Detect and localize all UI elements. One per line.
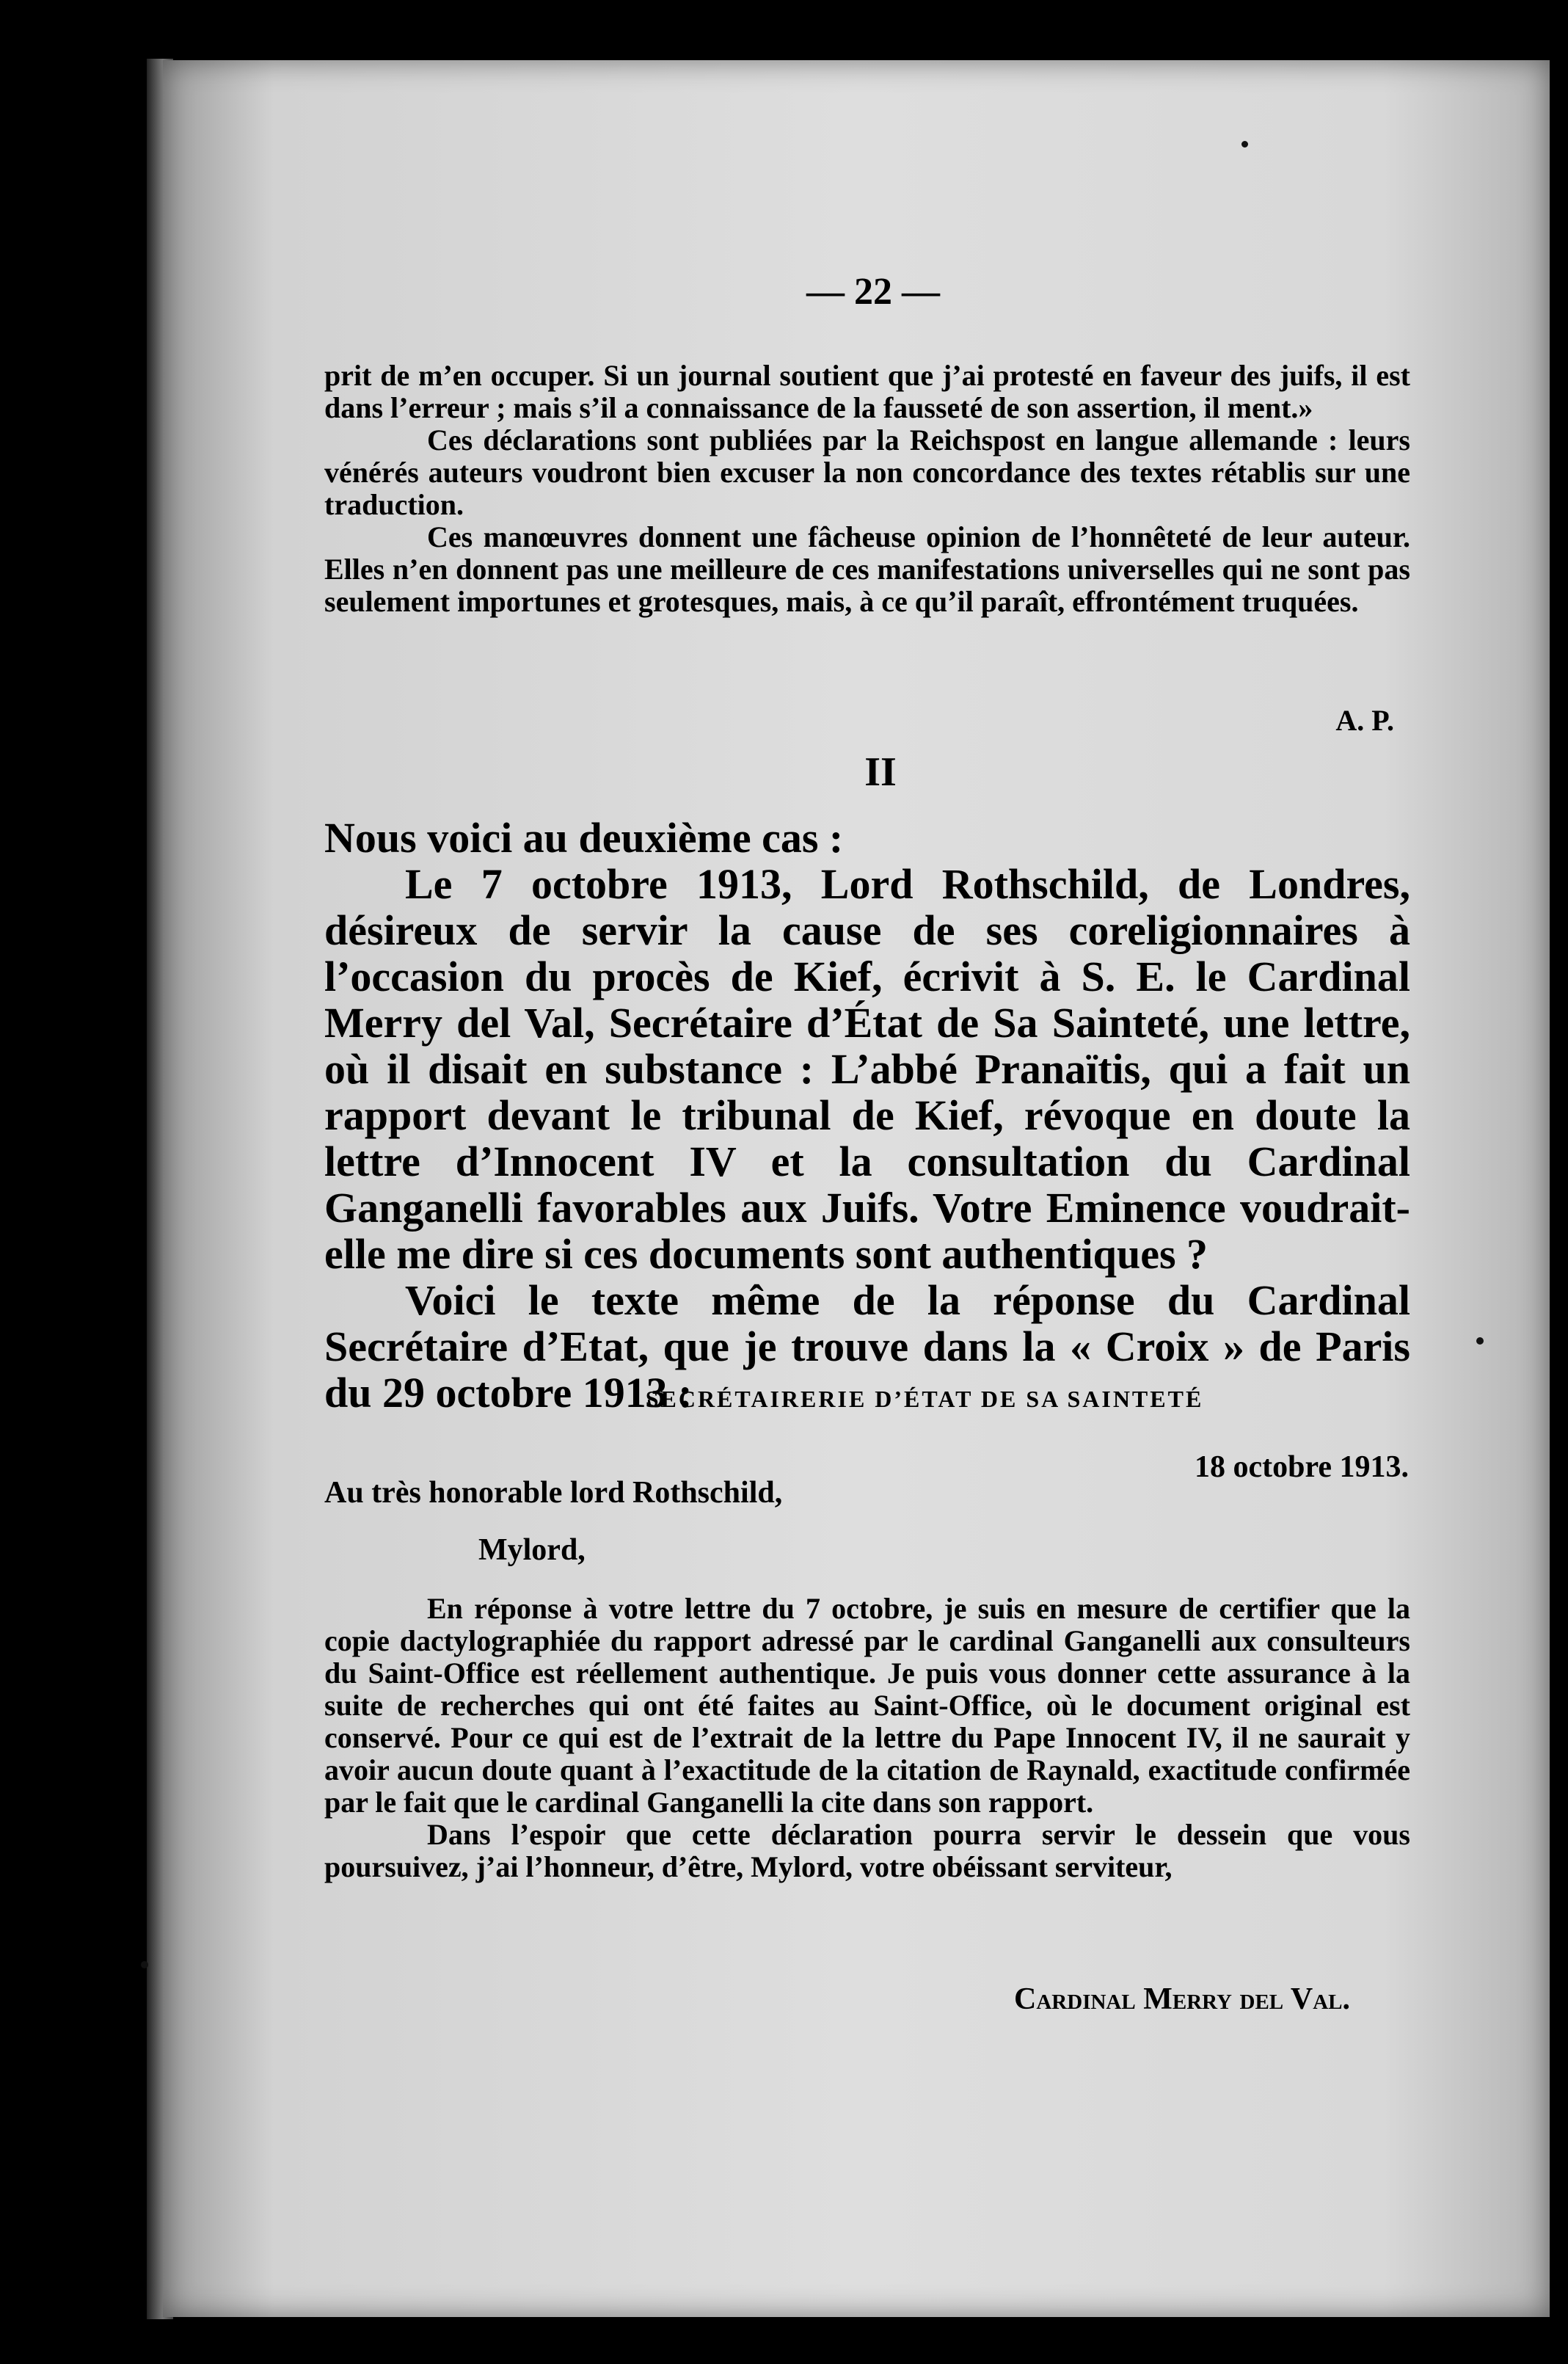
paragraph-rothschild-letter: Le 7 octobre 1913, Lord Rothschild, de Londres, désireux de servir la cause de ses coreligionnaires à l’occasion du procès de Kief, écrivit à S. E. le Cardinal Merry del Val, Secrétaire d’État de Sa Sainteté, une lettre, où il disait en substance : L’abbé Pranaïtis, qui a fait un rapport devant le tribunal de Kief, révoque en doute la lettre d’Innocent IV et la consultation du Cardinal Ganganelli favorables aux Juifs. Votre Eminence voudrait-elle me dire si ces documents sont authentiques ? [324, 860, 1410, 1278]
letter-paragraph-closing: Dans l’espoir que cette déclaration pourra servir le dessein que vous poursuivez, j’ai l’honneur, d’être, Mylord, votre obéissant serviteur, [324, 1818, 1410, 1883]
author-initials: A. P. [1335, 704, 1394, 737]
paragraph-declarations: Ces déclarations sont publiées par la Reichspost en langue allemande : leurs vénérés auteurs voudront bien excuser la non concordance des textes rétablis sur une traduction. [324, 423, 1410, 521]
top-text-block [324, 360, 1410, 618]
letter-salutation: Mylord, [478, 1533, 586, 1567]
letter-signature: Cardinal Merry del Val. [1014, 1982, 1350, 2016]
paragraph-continuation: prit de m’en occuper. Si un journal soutient que j’ai protesté en faveur des juifs, il est dans l’erreur ; mais s’il a connaissance de la fausseté de son assertion, il ment.» [324, 359, 1410, 424]
letter-paragraph-certification: En réponse à votre lettre du 7 octobre, je suis en mesure de certifier que la copie dactylographiée du rapport adressé par le cardinal Ganganelli aux consulteurs du Saint-Office est réellement authentique. Je puis vous donner cette assurance à la suite de recherches qui ont été faites au Saint-Office, où le document original est conservé. Pour ce qui est de l’extrait de la lettre du Pape Innocent IV, il ne saurait y avoir aucun doute quant à l’exactitude de la citation de Raynald, exactitude confirmée par le fait que le cardinal Ganganelli la cite dans son rapport. [324, 1592, 1410, 1819]
section-heading: II [864, 749, 897, 795]
scan-speck [1241, 141, 1248, 148]
paragraph-intro: Nous voici au deuxième cas : [324, 814, 844, 862]
paragraph-manoeuvres: Ces manœuvres donnent une fâcheuse opinion de l’honnêteté de leur auteur. Elles n’en donnent pas une meilleure de ces manifestations universelles qui ne sont pas seulement importunes et grotesques, mais, à ce qu’il paraît, effrontément truquées. [324, 520, 1410, 618]
letterhead: SECRÉTAIRERIE D’ÉTAT DE SA SAINTETÉ [645, 1386, 1204, 1412]
letter-date: 18 octobre 1913. [1194, 1450, 1409, 1484]
paragraph-reply-intro: Voici le texte même de la réponse du Cardinal Secrétaire d’Etat, que je trouve dans la « Croix » de Paris du 29 octobre 1913 : [324, 1276, 1410, 1416]
scan-speck [1476, 1337, 1484, 1345]
letter-body [324, 1593, 1410, 1883]
scan-speck [141, 1961, 148, 1968]
page-number: — 22 — [806, 271, 940, 313]
main-text-block [324, 815, 1410, 1416]
letter-addressee: Au très honorable lord Rothschild, [324, 1476, 783, 1510]
